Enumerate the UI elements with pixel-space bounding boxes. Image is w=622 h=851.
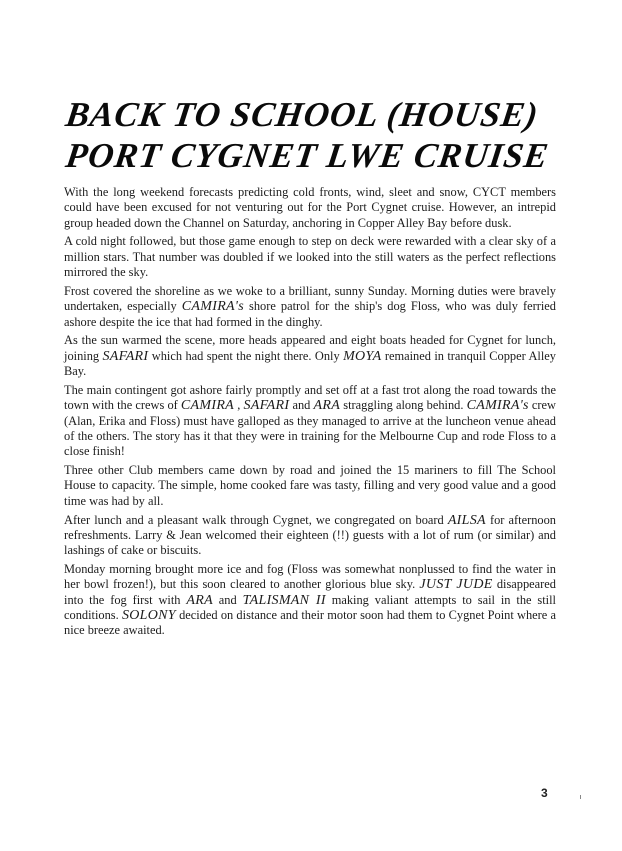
text-run: As the sun warmed the scene, more heads appeared and eight boats headed for Cygnet for lunch, joining <box>64 333 556 363</box>
text-run: crew (Alan, Erika and Floss) must have galloped as they managed to arrive at the luncheon venue ahead of the others. The story has it that they were in training for the Melbourne Cup and rode Floss to a close finish! <box>64 398 557 459</box>
boat-name: ARA <box>313 398 341 414</box>
paragraph <box>64 383 556 459</box>
paragraph <box>64 562 556 638</box>
page-title-line-1: BACK TO SCHOOL (HOUSE) <box>63 95 542 134</box>
text-run: shore patrol for the ship's dog Floss, who was duly ferried ashore despite the ice that had formed in the dinghy. <box>64 299 556 329</box>
text-run: for afternoon refreshments. Larry & Jean welcomed their eighteen (!!) guests with a lot of rum (or similar) and lashings of cake or biscuits. <box>64 512 556 558</box>
boat-name: SAFARI <box>243 398 290 414</box>
text-run: remained in tranquil Copper Alley Bay. <box>64 348 556 379</box>
boat-name: CAMIRA <box>180 398 235 414</box>
text-run: Monday morning brought more ice and fog (Floss was somewhat nonplussed to find the water in her bowl frozen!), but this soon cleared to another glorious blue sky. <box>64 561 556 592</box>
paragraph <box>64 333 556 379</box>
boat-name: MOYA <box>343 348 382 364</box>
scan-mark <box>580 795 581 799</box>
text-run: straggling along behind. <box>340 398 467 413</box>
boat-name: SAFARI <box>102 348 149 364</box>
article-body <box>64 185 556 642</box>
boat-name: CAMIRA's <box>466 398 529 414</box>
paragraph <box>64 513 556 559</box>
paragraph <box>64 234 556 280</box>
text-run: A cold night followed, but those game enough to step on deck were rewarded with a clear sky of a million stars. That number was doubled if we looked into the still waters as the perfect reflections mirrored the sky. <box>64 234 556 280</box>
page-number: 3 <box>541 786 548 800</box>
text-run: disappeared into the fog first with <box>64 577 556 607</box>
text-run: making valiant attempts to sail in the still conditions. <box>64 592 556 622</box>
boat-name: CAMIRA's <box>181 299 244 315</box>
boat-name: AILSA <box>447 512 486 528</box>
text-run: decided on distance and their motor soon had them to Cygnet Point where a nice breeze awaited. <box>64 607 556 638</box>
page-title-line-2: PORT CYGNET LWE CRUISE <box>63 136 552 175</box>
paragraph <box>64 284 556 330</box>
boat-name: TALISMAN II <box>242 592 326 608</box>
text-run: , <box>234 398 244 413</box>
text-run: The main contingent got ashore fairly promptly and set off at a fast trot along the road towards the town with the crews of <box>64 382 556 413</box>
text-run: Frost covered the shoreline as we woke to a brilliant, sunny Sunday. Morning duties were bravely undertaken, especially <box>64 283 556 314</box>
text-run: Three other Club members came down by road and joined the 15 mariners to fill The School House to capacity. The simple, home cooked fare was tasty, filling and very good value and a good time was had by all. <box>64 463 556 508</box>
text-run: and <box>212 592 243 607</box>
paragraph <box>64 185 556 231</box>
boat-name: SOLONY <box>121 607 176 623</box>
text-run: and <box>289 398 314 413</box>
boat-name: ARA <box>186 592 213 608</box>
text-run: After lunch and a pleasant walk through Cygnet, we congregated on board <box>64 512 448 527</box>
boat-name: JUST JUDE <box>419 577 493 593</box>
text-run: With the long weekend forecasts predicting cold fronts, wind, sleet and snow, CYCT members could have been excused for not venturing out for the Port Cygnet cruise. However, an intrepid group headed down the Channel on Saturday, anchoring in Copper Alley Bay before dusk. <box>64 185 556 230</box>
paragraph <box>64 463 556 509</box>
text-run: which had spent the night there. Only <box>148 348 344 363</box>
